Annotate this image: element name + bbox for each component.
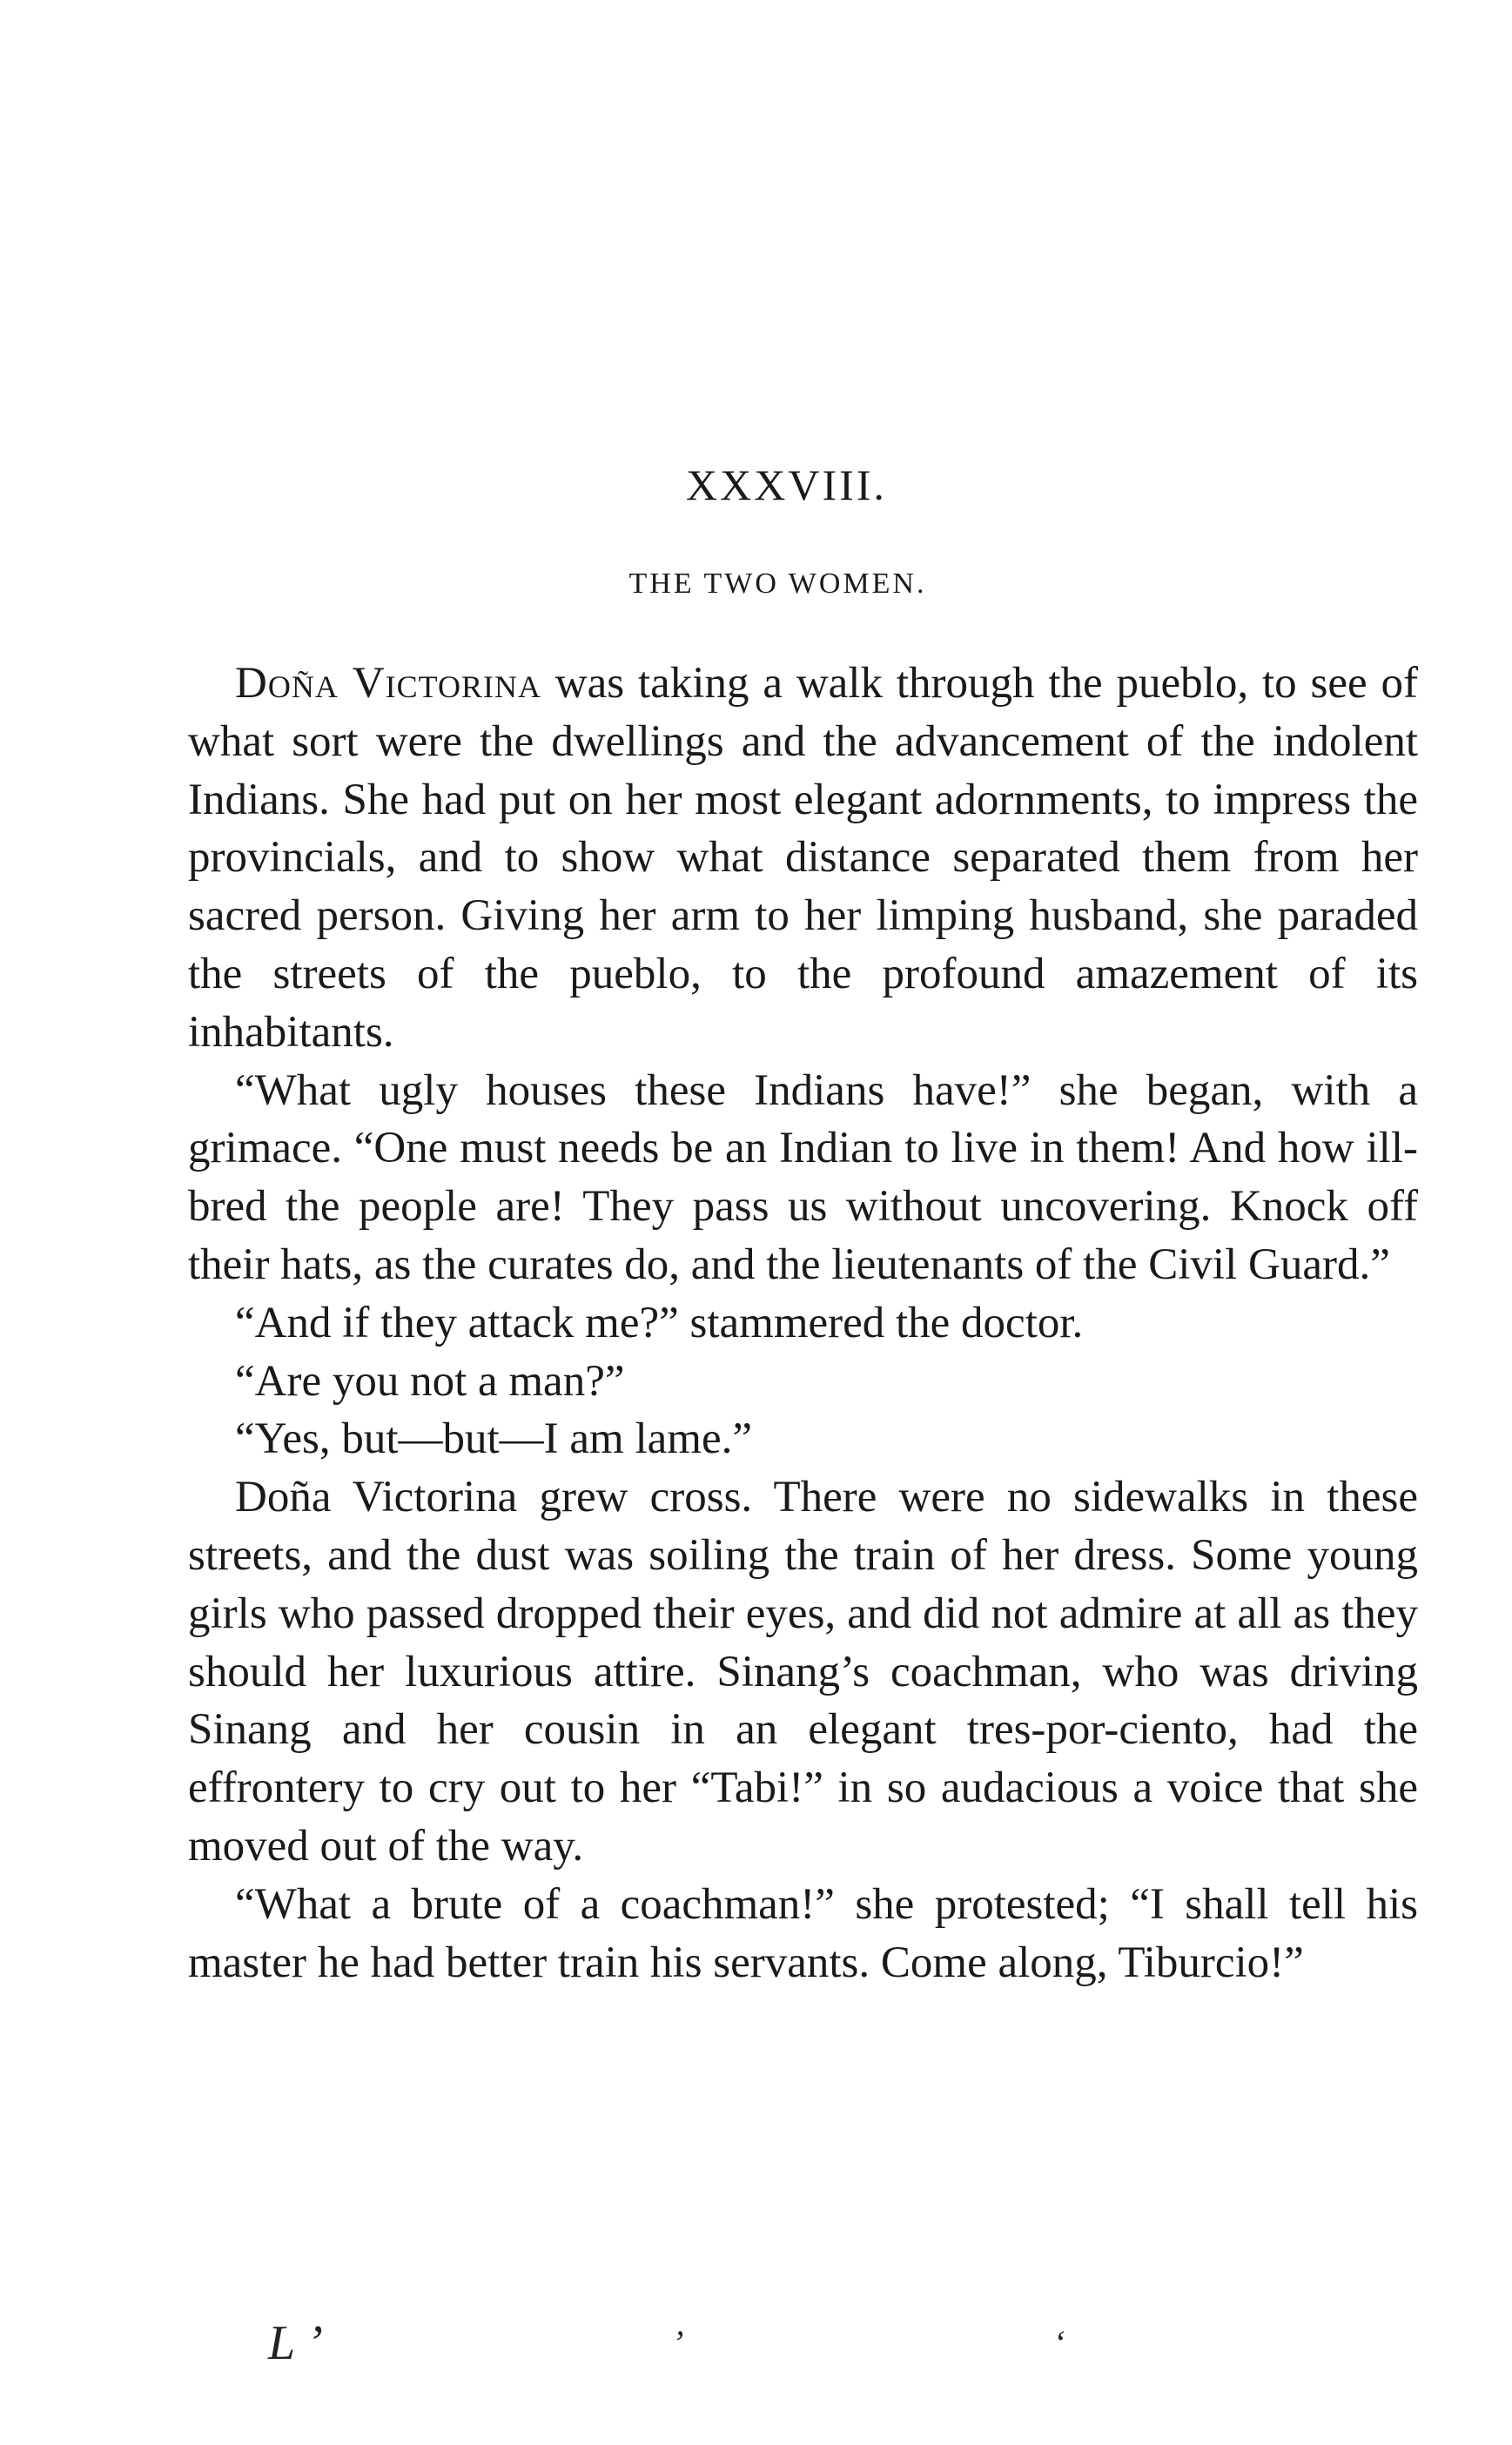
paragraph: “What a brute of a coachman!” she protested; “I shall tell his master he had better train his servants. Come along, Tiburcio!” (188, 1879, 1418, 1987)
paragraph: “Yes, but—but—I am lame.” (235, 1414, 752, 1464)
paragraph (188, 655, 1418, 1062)
paragraph: “And if they attack me?” stammered the doctor. (235, 1298, 1084, 1347)
chapter-title: THE TWO WOMEN. (628, 568, 927, 600)
paragraph: “Are you not a man?” (235, 1356, 625, 1406)
footer-mark: ’ (672, 2323, 684, 2362)
chapter-body (188, 655, 1418, 1992)
chapter-number: XXXVIII. (686, 460, 887, 509)
paragraph: “What ugly houses these Indians have!” she began, with a grimace. “One must needs be an Indian to live in them! And how ill-bred the people are! They pass us without uncovering. Knock off their hats, as the curates do, and the lieutenants of the Civil Guard.” (188, 1065, 1418, 1289)
paragraph: Doña Victorina grew cross. There were no sidewalks in these streets, and the dust was soiling the train of her dress. Some young girls who passed dropped their eyes, and did not admire at all as they should her luxurious attire. Sinang’s coachman, who was driving Sinang and her cousin in an elegant tres-por-ciento, had the effrontery to cry out to her “Tabi!” in so audacious a voice that she moved out of the way. (188, 1473, 1418, 1871)
footer-mark: ‘ (1053, 2323, 1065, 2362)
footer-marks (0, 2315, 1512, 2385)
paragraph-text: was taking a walk through the pueblo, to see of what sort were the dwellings and the advancement of the indolent Indians. She had put on her most elegant adornments, to impress the provincials, and to show what distance separated them from her sacred person. Giving her arm to her limping husband, she paraded the streets of the pueblo, to the profound amazement of its inhabitants. (188, 659, 1418, 1057)
footer-mark: L ’ (268, 2316, 323, 2370)
paragraph-lead: Doña Victorina (235, 659, 541, 708)
